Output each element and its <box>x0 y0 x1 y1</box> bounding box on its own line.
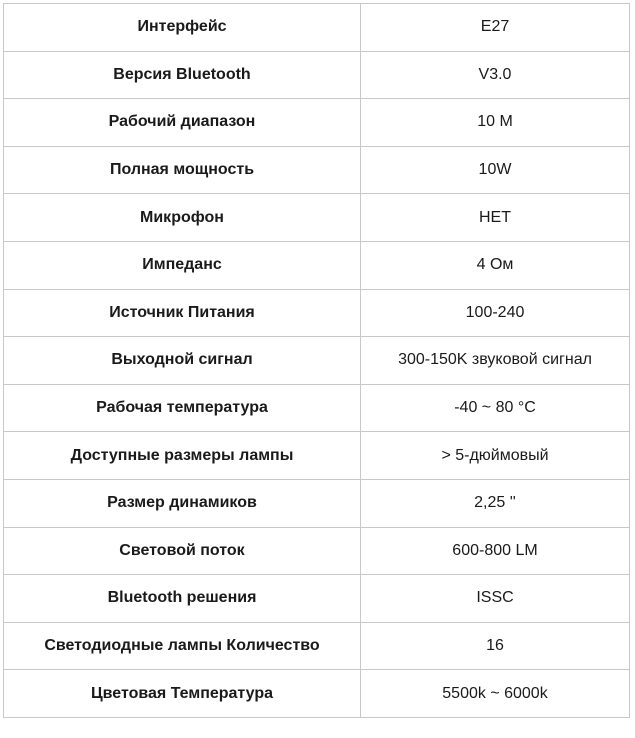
row-label: Интерфейс <box>4 4 361 52</box>
row-value: 5500k ~ 6000k <box>361 670 630 718</box>
row-value: -40 ~ 80 °C <box>361 384 630 432</box>
row-value: ISSC <box>361 575 630 623</box>
table-row-power-source <box>4 289 630 337</box>
table-row-led-count <box>4 622 630 670</box>
row-value: > 5-дюймовый <box>361 432 630 480</box>
row-value: 16 <box>361 622 630 670</box>
row-value: V3.0 <box>361 51 630 99</box>
row-label: Доступные размеры лампы <box>4 432 361 480</box>
row-value: НЕТ <box>361 194 630 242</box>
row-value: 10 M <box>361 99 630 147</box>
table-row-bluetooth-solution <box>4 575 630 623</box>
table-row-lamp-sizes <box>4 432 630 480</box>
row-label: Световой поток <box>4 527 361 575</box>
table-row-bluetooth-version <box>4 51 630 99</box>
row-value: 2,25 '' <box>361 479 630 527</box>
table-row-microphone <box>4 194 630 242</box>
table-row-luminous-flux <box>4 527 630 575</box>
spec-table-body <box>4 4 630 718</box>
table-row-speaker-size <box>4 479 630 527</box>
row-label: Полная мощность <box>4 146 361 194</box>
row-label: Микрофон <box>4 194 361 242</box>
table-row-interface <box>4 4 630 52</box>
table-row-range <box>4 99 630 147</box>
row-value: 4 Ом <box>361 241 630 289</box>
table-row-output-signal <box>4 337 630 385</box>
row-value: 300-150K звуковой сигнал <box>361 337 630 385</box>
row-label: Размер динамиков <box>4 479 361 527</box>
row-label: Рабочая температура <box>4 384 361 432</box>
row-label: Bluetooth решения <box>4 575 361 623</box>
row-value: 100-240 <box>361 289 630 337</box>
row-value: 600-800 LM <box>361 527 630 575</box>
row-value: E27 <box>361 4 630 52</box>
table-row-power <box>4 146 630 194</box>
row-label: Цветовая Температура <box>4 670 361 718</box>
spec-table <box>3 3 630 718</box>
row-label: Версия Bluetooth <box>4 51 361 99</box>
row-label: Рабочий диапазон <box>4 99 361 147</box>
table-row-impedance <box>4 241 630 289</box>
row-label: Выходной сигнал <box>4 337 361 385</box>
row-value: 10W <box>361 146 630 194</box>
row-label: Источник Питания <box>4 289 361 337</box>
row-label: Светодиодные лампы Количество <box>4 622 361 670</box>
row-label: Импеданс <box>4 241 361 289</box>
table-row-color-temperature <box>4 670 630 718</box>
table-row-operating-temperature <box>4 384 630 432</box>
